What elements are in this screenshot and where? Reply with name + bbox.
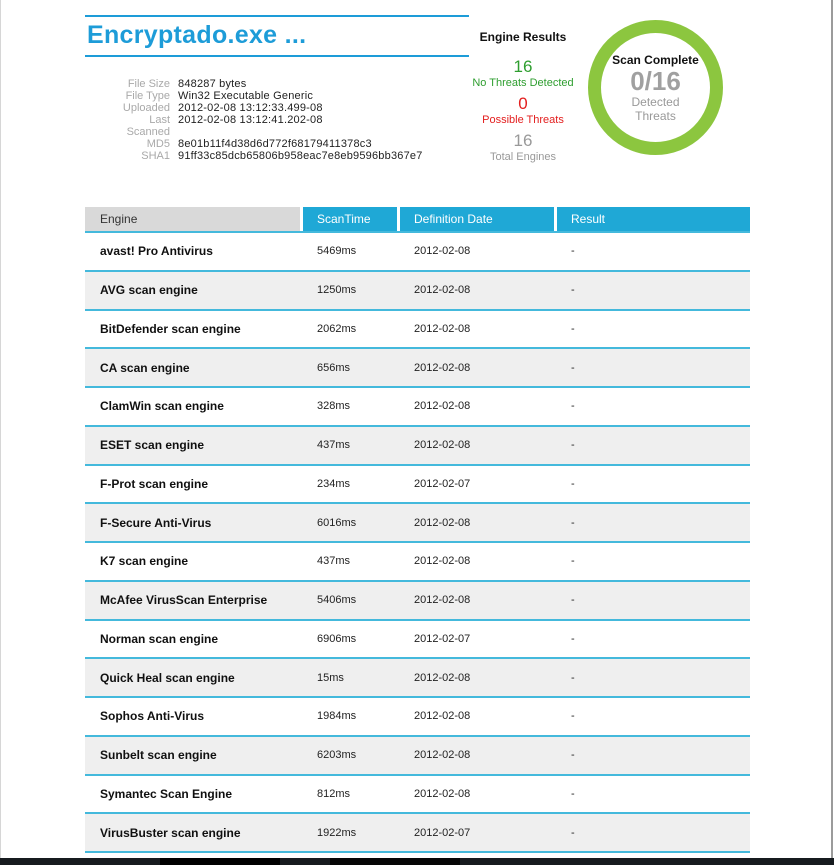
engine-results-panel — [448, 30, 598, 167]
scan-time: 6203ms — [317, 749, 357, 762]
scan-results-table — [85, 207, 750, 853]
result-value: - — [571, 787, 575, 800]
engine-name: BitDefender scan engine — [100, 321, 241, 336]
table-row — [85, 311, 750, 350]
scan-time: 2062ms — [317, 322, 357, 335]
result-value: - — [571, 516, 575, 529]
definition-date: 2012-02-08 — [414, 749, 471, 762]
definition-date: 2012-02-08 — [414, 671, 471, 684]
scan-time: 5469ms — [317, 245, 357, 258]
file-info-value: 2012-02-08 13:12:33.499-08 — [178, 102, 323, 114]
table-row — [85, 349, 750, 388]
file-info-row — [112, 138, 482, 150]
definition-date: 2012-02-08 — [414, 245, 471, 258]
engine-name: Norman scan engine — [100, 631, 219, 646]
definition-date: 2012-02-07 — [414, 477, 471, 490]
scan-time: 234ms — [317, 477, 351, 490]
result-value: - — [571, 284, 575, 297]
page-title: Encryptado.exe ... — [87, 21, 307, 49]
result-value: - — [571, 632, 575, 645]
definition-date: 2012-02-08 — [414, 361, 471, 374]
total-engines-count: 16 — [513, 131, 533, 150]
total-engines-label: Total Engines — [489, 151, 557, 163]
scan-time: 5406ms — [317, 594, 357, 607]
detected-threats-label — [631, 95, 679, 123]
engine-name: McAfee VirusScan Enterprise — [100, 593, 268, 608]
scan-time: 812ms — [317, 787, 351, 800]
scan-time: 328ms — [317, 400, 351, 413]
file-info-label: SHA1 — [141, 150, 170, 162]
detected-word: Detected — [631, 94, 680, 109]
table-row — [85, 659, 750, 698]
engine-name: F-Secure Anti-Virus — [100, 515, 212, 530]
definition-date: 2012-02-08 — [414, 594, 471, 607]
engine-name: Sunbelt scan engine — [100, 748, 217, 763]
table-row — [85, 814, 750, 853]
no-threats-label: No Threats Detected — [472, 77, 574, 89]
possible-threats-label: Possible Threats — [482, 114, 564, 126]
engine-name: ESET scan engine — [100, 438, 205, 453]
table-row — [85, 698, 750, 737]
scan-time: 6906ms — [317, 632, 357, 645]
bottom-edge-segment — [160, 858, 280, 865]
file-info-label: Uploaded — [122, 102, 170, 114]
result-value: - — [571, 594, 575, 607]
column-header-engine[interactable]: Engine — [85, 207, 300, 231]
file-info-row — [112, 78, 482, 90]
column-header-definition-date[interactable]: Definition Date — [400, 207, 554, 231]
file-info-panel — [112, 78, 482, 162]
engine-name: VirusBuster scan engine — [100, 825, 241, 840]
scan-time: 656ms — [317, 361, 351, 374]
file-info-value: 2012-02-08 13:12:41.202-08 — [178, 114, 323, 126]
possible-threats-count: 0 — [518, 94, 528, 113]
file-info-row — [112, 90, 482, 102]
file-info-row — [112, 150, 482, 162]
engine-name: Quick Heal scan engine — [100, 670, 235, 685]
result-value: - — [571, 439, 575, 452]
table-row — [85, 543, 750, 582]
definition-date: 2012-02-07 — [414, 632, 471, 645]
table-row — [85, 272, 750, 311]
file-info-row — [112, 114, 482, 138]
file-title-block — [85, 15, 469, 57]
engine-name: F-Prot scan engine — [100, 476, 209, 491]
file-info-label: File Type — [125, 90, 170, 102]
table-row — [85, 737, 750, 776]
file-info-label: MD5 — [146, 138, 170, 150]
scan-complete-ring — [588, 20, 723, 155]
table-row — [85, 466, 750, 505]
table-row — [85, 388, 750, 427]
bottom-window-edge — [0, 858, 834, 865]
definition-date: 2012-02-08 — [414, 400, 471, 413]
scan-time: 1984ms — [317, 710, 357, 723]
engine-results-heading: Engine Results — [479, 30, 567, 44]
scan-complete-title: Scan Complete — [612, 52, 699, 67]
definition-date: 2012-02-08 — [414, 710, 471, 723]
table-row — [85, 233, 750, 272]
scan-time: 437ms — [317, 555, 351, 568]
definition-date: 2012-02-07 — [414, 826, 471, 839]
scan-time: 6016ms — [317, 516, 357, 529]
definition-date: 2012-02-08 — [414, 322, 471, 335]
file-info-label: File Size — [127, 78, 170, 90]
result-value: - — [571, 361, 575, 374]
definition-date: 2012-02-08 — [414, 439, 471, 452]
definition-date: 2012-02-08 — [414, 555, 471, 568]
definition-date: 2012-02-08 — [414, 284, 471, 297]
scan-time: 15ms — [317, 671, 344, 684]
bottom-edge-segment — [330, 858, 460, 865]
engine-name: K7 scan engine — [100, 554, 189, 569]
result-value: - — [571, 245, 575, 258]
result-value: - — [571, 710, 575, 723]
result-value: - — [571, 749, 575, 762]
definition-date: 2012-02-08 — [414, 787, 471, 800]
column-header-scantime[interactable]: ScanTime — [303, 207, 397, 231]
engine-name: AVG scan engine — [100, 283, 198, 298]
result-value: - — [571, 477, 575, 490]
file-info-row — [112, 102, 482, 114]
engine-name: Symantec Scan Engine — [100, 786, 233, 801]
engine-name: ClamWin scan engine — [100, 399, 224, 414]
scan-time: 1922ms — [317, 826, 357, 839]
table-row — [85, 427, 750, 466]
engine-name: Sophos Anti-Virus — [100, 709, 205, 724]
no-threats-count: 16 — [513, 57, 533, 76]
engine-name: CA scan engine — [100, 360, 190, 375]
result-value: - — [571, 671, 575, 684]
result-value: - — [571, 826, 575, 839]
table-row — [85, 621, 750, 660]
table-header-row — [85, 207, 750, 233]
definition-date: 2012-02-08 — [414, 516, 471, 529]
window-right-border — [831, 0, 833, 858]
column-header-result[interactable]: Result — [557, 207, 750, 231]
threats-word: Threats — [635, 108, 676, 123]
table-row — [85, 582, 750, 621]
result-value: - — [571, 555, 575, 568]
scan-time: 1250ms — [317, 284, 357, 297]
file-info-value: 91ff33c85dcb65806b958eac7e8eb9596bb367e7 — [178, 150, 423, 162]
window-left-border — [0, 0, 1, 858]
result-value: - — [571, 400, 575, 413]
file-info-value: 8e01b11f4d38d6d772f68179411378c3 — [178, 138, 372, 150]
engine-name: avast! Pro Antivirus — [100, 244, 213, 259]
file-info-label: Last Scanned — [126, 114, 170, 138]
result-value: - — [571, 322, 575, 335]
table-row — [85, 776, 750, 815]
file-info-value: 848287 bytes — [178, 78, 247, 90]
file-info-value: Win32 Executable Generic — [178, 90, 314, 102]
detected-threats-ratio: 0/16 — [630, 65, 681, 96]
scan-time: 437ms — [317, 439, 351, 452]
table-row — [85, 504, 750, 543]
table-body — [85, 233, 750, 853]
